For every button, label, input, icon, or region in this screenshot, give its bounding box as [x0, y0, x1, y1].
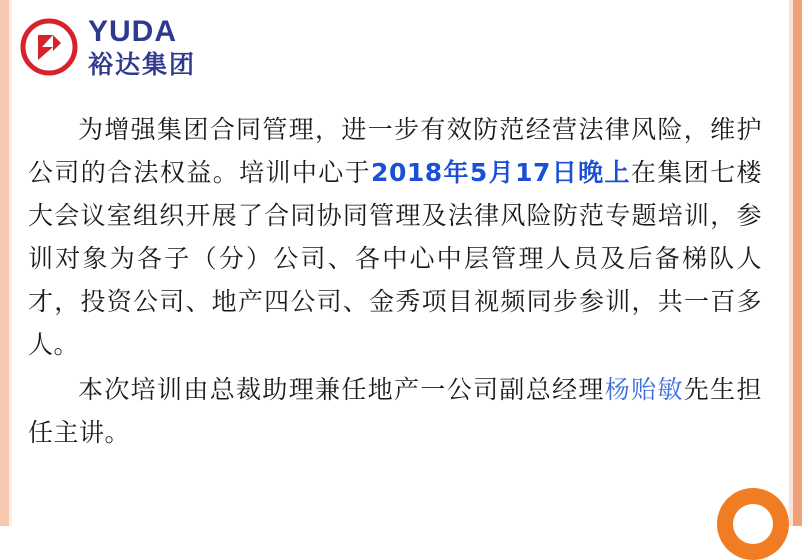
- paragraph-2: [28, 368, 762, 454]
- right-edge-decoration: [793, 0, 802, 526]
- logo-latin-text: YUDA: [88, 15, 178, 48]
- paragraph-2-run-1: 本次培训由总裁助理兼任地产一公司副总经理: [78, 375, 605, 404]
- left-edge-decoration: [0, 0, 9, 526]
- paragraph-1: [28, 108, 762, 366]
- document-body: [28, 108, 762, 456]
- logo-wordmark: [88, 17, 196, 77]
- paragraph-2-name-highlight: 杨贻敏: [604, 375, 684, 404]
- document-header: [12, 8, 412, 86]
- yuda-logo-icon: [20, 18, 78, 76]
- paragraph-1-date-highlight: 2018年5月17日晚上: [371, 158, 631, 187]
- paragraph-1-run-1: 为增强集团合同管理，进一步有效防范经营法律风险，维护公司的合法权益。培训中心于: [28, 115, 762, 187]
- paragraph-1-run-3: 在集团七楼大会议室组织开展了合同协同管理及法律风险防范专题培训，参训对象为各子（分）公司、各中心中层管理人员及后备梯队人才，投资公司、地产四公司、金秀项目视频同步参训，共一百多人。: [28, 158, 762, 359]
- corner-circle-inner-decoration: [733, 504, 773, 544]
- top-rule-decoration: [12, 0, 789, 3]
- paragraph-2-run-3: 先生担任主讲。: [28, 375, 762, 447]
- logo-chinese-text: 裕达集团: [88, 50, 197, 79]
